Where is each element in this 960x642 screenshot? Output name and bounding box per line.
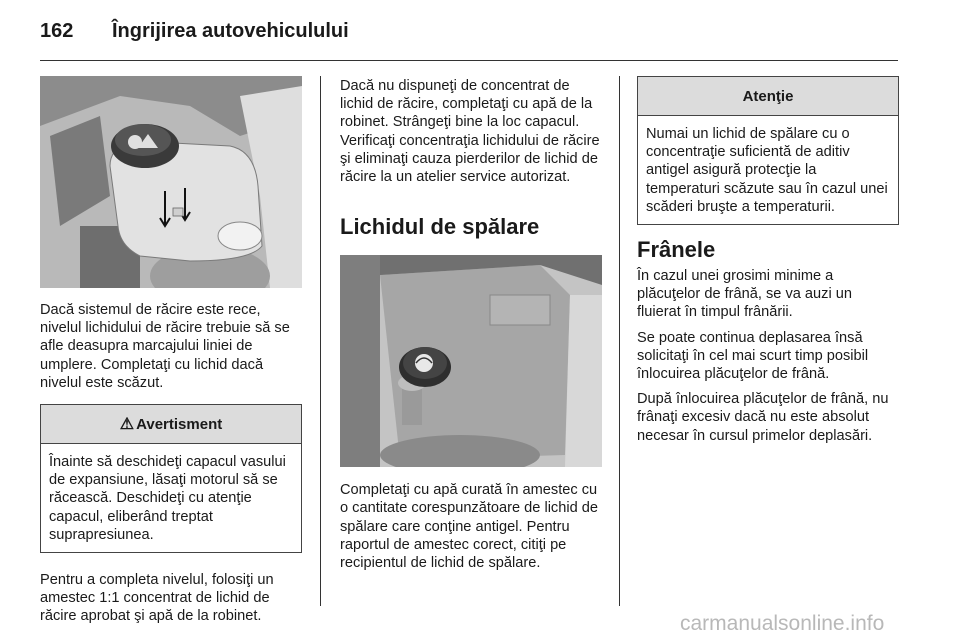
coolant-tank-illustration — [40, 76, 302, 288]
column-divider-2 — [619, 76, 620, 606]
header-divider — [40, 60, 898, 61]
column-2 — [340, 76, 602, 572]
washer-reservoir-illustration — [340, 255, 602, 467]
page-number: 162 — [40, 20, 74, 42]
column-3 — [637, 76, 899, 445]
caution-title: Atenţie — [742, 87, 794, 105]
page-header — [40, 18, 920, 48]
caution-body: Numai un lichid de spălare cu o concentraţie suficientă de aditiv antigel asigură protecţie la temperaturi scăzute sau în cazul unei scăderi bruşte a temperaturii. — [646, 126, 888, 215]
warning-box — [40, 404, 302, 553]
washer-reservoir-image — [340, 255, 602, 467]
warning-triangle-icon: ⚠ — [119, 416, 135, 434]
coolant-tank-image — [40, 76, 302, 288]
coolant-level-paragraph: Dacă sistemul de răcire este rece, nivelul lichidului de răcire trebuie să se afle deasupra marcajului liniei de umplere. Completaţi cu lichid dacă nivelul este scăzut. — [40, 302, 290, 391]
tap-water-paragraph: Dacă nu dispuneţi de concentrat de lichid de răcire, completaţi cu apă de la robinet. Strângeţi bine la loc capacul. Verificaţi concentraţia lichidului de răcire şi eliminaţi cauza pierderilor de lichid de răcire la un atelier service autorizat. — [340, 78, 600, 186]
washer-fill-paragraph: Completaţi cu apă curată în amestec cu o cantitate corespunzătoare de lichid de spălare care conţine antigel. Pentru raportul de amestec corect, citiţi pe recipientul de lichid de spălare. — [340, 482, 598, 572]
brake-pad-wear-paragraph: În cazul unei grosimi minime a plăcuţelor de frână, se va auzi un fluierat în timpul frânării. — [637, 268, 852, 321]
page-title: Îngrijirea autovehiculului — [112, 20, 349, 42]
warning-header — [41, 405, 301, 444]
caution-header — [638, 77, 898, 116]
brake-replacement-paragraph: Se poate continua deplasarea însă solicitaţi în cel mai scurt timp posibil înlocuirea plăcuţelor de frână. — [637, 329, 869, 383]
warning-body: Înainte să deschideţi capacul vasului de expansiune, lăsaţi motorul să se răcească. Deschideţi cu atenţie capacul, eliberând treptat suprapresiunea. — [49, 454, 286, 543]
column-1 — [40, 76, 302, 626]
washer-fluid-heading: Lichidul de spălare — [340, 214, 540, 240]
column-divider-1 — [320, 76, 321, 606]
brake-bedding-paragraph: După înlocuirea plăcuţelor de frână, nu frânaţi excesiv dacă nu este absolut necesar în cursul primelor deplasări. — [637, 391, 889, 444]
brakes-heading: Frânele — [637, 237, 716, 263]
coolant-mix-paragraph: Pentru a completa nivelul, folosiţi un amestec 1:1 concentrat de lichid de răcire aprobat şi apă de la robinet. — [40, 572, 274, 625]
caution-box — [637, 76, 899, 225]
site-watermark: carmanualsonline.info — [680, 612, 885, 635]
warning-title: Avertisment — [136, 415, 223, 433]
